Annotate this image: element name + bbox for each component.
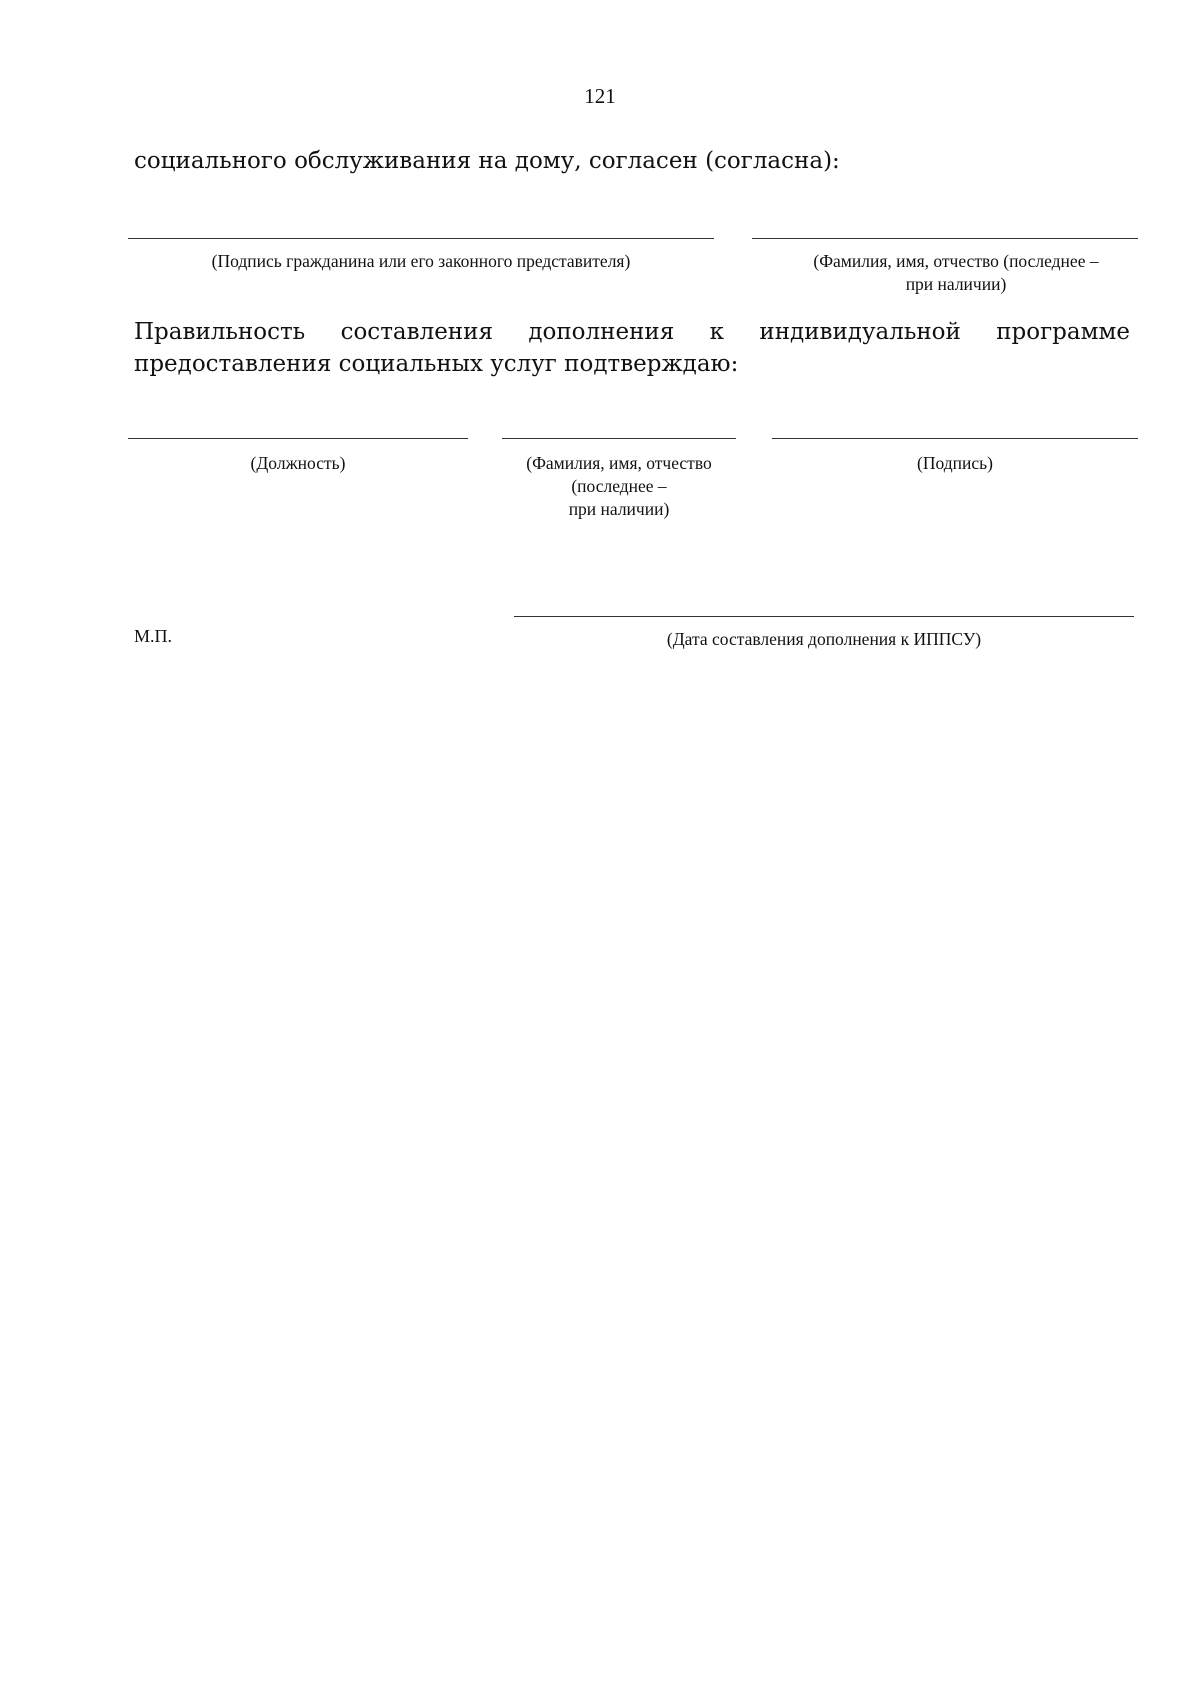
page-number: 121: [584, 84, 616, 108]
citizen-name-caption: [766, 250, 1146, 296]
position-line: [128, 438, 468, 439]
citizen-signature-caption-text: (Подпись гражданина или его законного представителя): [211, 251, 631, 271]
consent-text: социального обслуживания на дому, согласен (согласна):: [134, 148, 840, 174]
citizen-signature-caption: [128, 250, 714, 273]
official-signature-caption-text: (Подпись): [917, 453, 993, 473]
official-name-caption-line1: (Фамилия, имя, отчество: [526, 453, 712, 473]
official-signature-line: [772, 438, 1138, 439]
citizen-name-line: [752, 238, 1138, 239]
date-line: [514, 616, 1134, 617]
citizen-name-caption-line1: (Фамилия, имя, отчество (последнее –: [813, 251, 1099, 271]
date-caption: [514, 628, 1134, 651]
official-name-caption-line2: (последнее –: [571, 476, 667, 496]
citizen-signature-line: [128, 238, 714, 239]
citizen-name-caption-line2: при наличии): [905, 274, 1007, 294]
official-name-line: [502, 438, 736, 439]
stamp-label: М.П.: [134, 626, 173, 646]
date-caption-text: (Дата составления дополнения к ИППСУ): [666, 629, 982, 649]
official-name-caption-line3: при наличии): [568, 499, 670, 519]
confirmation-text: Правильность составления дополнения к индивидуальной программе предоставления социальных услуг подтверждаю:: [134, 319, 1130, 377]
position-caption-text: (Должность): [250, 453, 346, 473]
official-name-caption: [502, 452, 736, 521]
official-signature-caption: [772, 452, 1138, 475]
position-caption: [128, 452, 468, 475]
